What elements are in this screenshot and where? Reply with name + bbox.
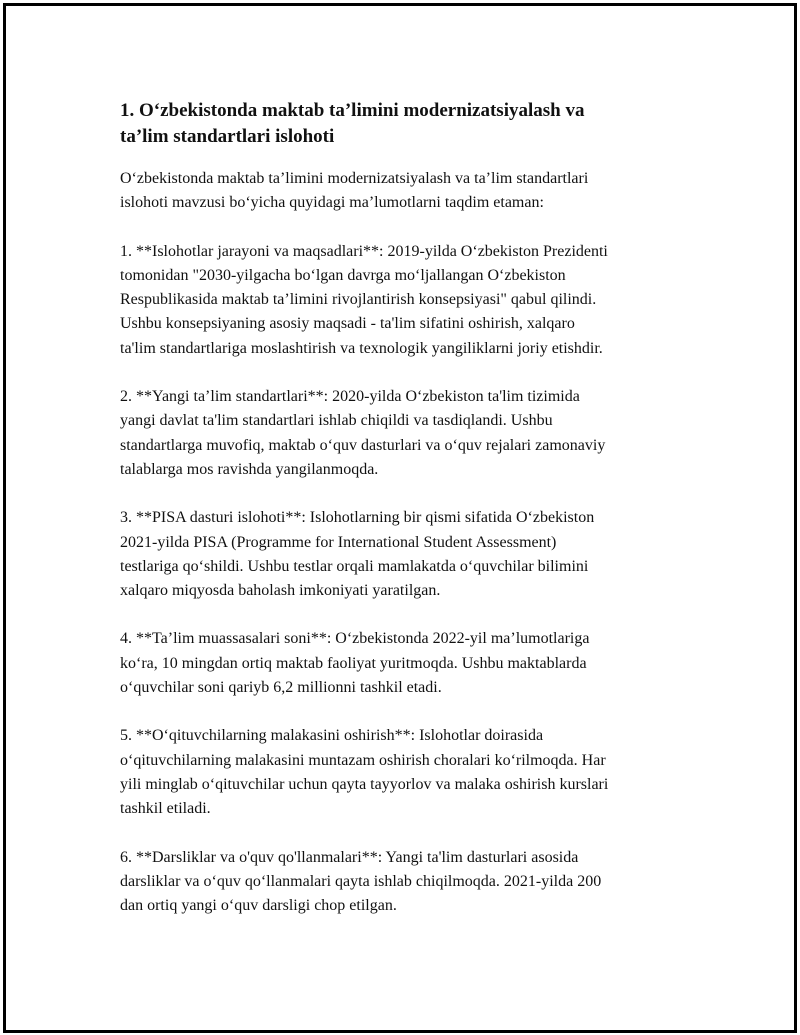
text-line: yili minglab o‘qituvchilar uchun qayta tayyorlov va malaka oshirish kurslari <box>120 775 609 793</box>
text-line: testlariga qo‘shildi. Ushbu testlar orqali mamlakatda o‘quvchilar bilimini <box>120 557 589 575</box>
reform-process-paragraph <box>120 240 700 361</box>
text-line: yangi davlat ta'lim standartlari ishlab chiqildi va tasdiqlandi. Ushbu <box>120 412 553 430</box>
text-line: Ushbu konsepsiyaning asosiy maqsadi - ta'lim sifatini oshirish, xalqaro <box>120 315 575 333</box>
text-line: ta'lim standartlariga moslashtirish va texnologik yangiliklarni joriy etishdir. <box>120 339 603 357</box>
page-frame <box>3 3 797 1033</box>
text-line: 6. **Darsliklar va o'quv qo'llanmalari**: Yangi ta'lim dasturlari asosida <box>120 848 579 866</box>
text-line: 2021-yilda PISA (Programme for International Student Assessment) <box>120 533 557 551</box>
text-line: talablarga mos ravishda yangilanmoqda. <box>120 460 379 478</box>
text-line: 3. **PISA dasturi islohoti**: Islohotlarning bir qismi sifatida O‘zbekiston <box>120 509 595 527</box>
textbooks-paragraph <box>120 846 700 919</box>
title-line: ta’lim standartlari islohoti <box>120 126 335 147</box>
pisa-paragraph <box>120 506 700 603</box>
text-line: Respublikasida maktab ta’limini rivojlantirish konsepsiyasi" qabul qilindi. <box>120 291 597 309</box>
institutions-count-paragraph <box>120 627 700 700</box>
text-line: ko‘ra, 10 mingdan ortiq maktab faoliyat yuritmoqda. Ushbu maktablarda <box>120 654 587 672</box>
text-line: 1. **Islohotlar jarayoni va maqsadlari**: 2019-yilda O‘zbekiston Prezidenti <box>120 242 608 260</box>
document-body <box>120 98 700 942</box>
text-line: islohoti mavzusi bo‘yicha quyidagi ma’lumotlarni taqdim etaman: <box>120 194 544 212</box>
text-line: 4. **Ta’lim muassasalari soni**: O‘zbekistonda 2022-yil ma’lumotlariga <box>120 630 590 648</box>
teacher-training-paragraph <box>120 724 700 821</box>
intro-paragraph <box>120 167 700 216</box>
new-standards-paragraph <box>120 385 700 482</box>
document-title <box>120 98 700 150</box>
text-line: 2. **Yangi ta’lim standartlari**: 2020-yilda O‘zbekiston ta'lim tizimida <box>120 388 580 406</box>
text-line: standartlarga muvofiq, maktab o‘quv dasturlari va o‘quv rejalari zamonaviy <box>120 436 606 454</box>
text-line: darsliklar va o‘quv qo‘llanmalari qayta ishlab chiqilmoqda. 2021-yilda 200 <box>120 872 602 890</box>
text-line: dan ortiq yangi o‘quv darsligi chop etilgan. <box>120 897 397 915</box>
title-line: 1. O‘zbekistonda maktab ta’limini modernizatsiyalash va <box>120 100 585 121</box>
text-line: tomonidan "2030-yilgacha bo‘lgan davrga mo‘ljallangan O‘zbekiston <box>120 266 566 284</box>
text-line: o‘qituvchilarning malakasini muntazam oshirish choralari ko‘rilmoqda. Har <box>120 751 606 769</box>
text-line: xalqaro miqyosda baholash imkoniyati yaratilgan. <box>120 582 441 600</box>
text-line: O‘zbekistonda maktab ta’limini modernizatsiyalash va ta’lim standartlari <box>120 170 589 187</box>
text-line: 5. **O‘qituvchilarning malakasini oshirish**: Islohotlar doirasida <box>120 727 544 745</box>
text-line: o‘quvchilar soni qariyb 6,2 millionni tashkil etadi. <box>120 679 442 697</box>
text-line: tashkil etiladi. <box>120 800 211 818</box>
